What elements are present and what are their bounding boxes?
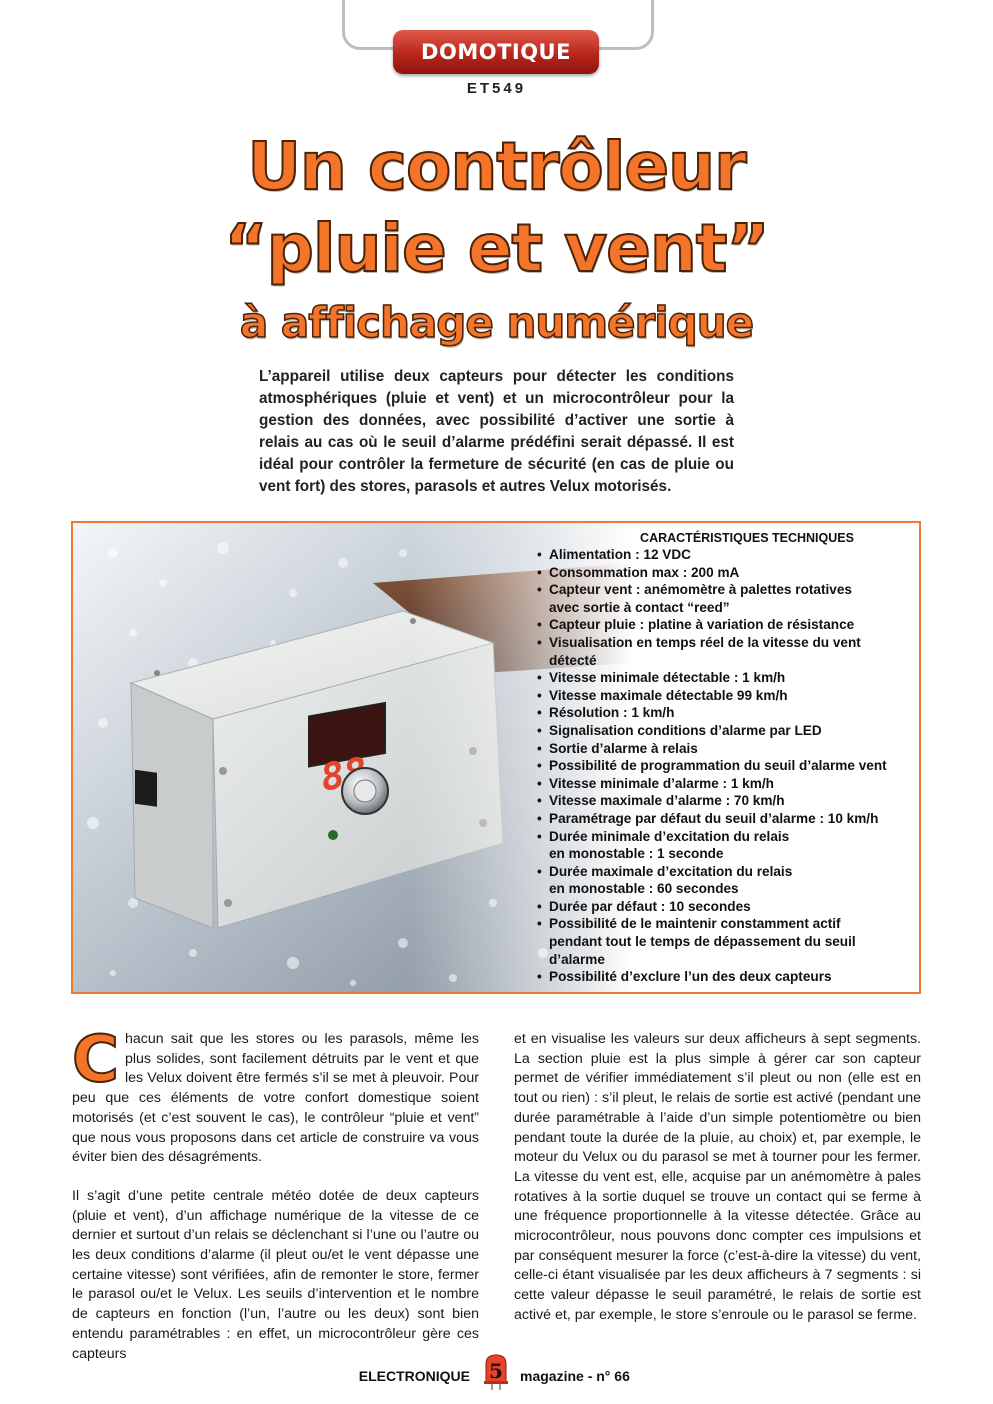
spec-item-text: Capteur pluie : platine à variation de résistance [549, 617, 855, 633]
spec-item [537, 616, 917, 634]
bullet-icon: • [537, 810, 542, 826]
bullet-icon: • [537, 740, 542, 756]
bullet-icon: • [537, 582, 542, 598]
rubric-label: DOMOTIQUE [421, 40, 571, 64]
spec-item-text: d’alarme [549, 951, 605, 967]
article-code: ET549 [466, 80, 527, 97]
spec-item [537, 863, 917, 898]
title-line-3: à affichage numérique [239, 298, 754, 347]
footer-magazine-left: ELECTRONIQUE [358, 1368, 470, 1384]
bullet-icon: • [537, 828, 542, 844]
spec-item-text: pendant tout le temps de dépassement du seuil [549, 934, 856, 950]
spec-item-text: Sortie d’alarme à relais [549, 740, 698, 756]
spec-item [537, 792, 917, 810]
spec-item-text: Consommation max : 200 mA [549, 564, 740, 580]
spec-item-text: avec sortie à contact “reed” [549, 599, 730, 615]
body-paragraph-3: et en visualise les valeurs sur deux afficheurs à sept segments. La section pluie est la plus simple à gérer car son capteur permet de vérifier immédiatement s’il pleut ou non (elle est en tout ou rien) : s’il pleut, le relais de sortie est activé (pendant une durée paramétrable à l’aide d’un simple potentiomètre ou bien pendant toute la durée de la pluie, au choix) et, par exemple, le moteur du Velux ou du parasol se met à tourner pour les fermer. La vitesse du vent est, elle, acquise par un anémomètre à pales rotatives à la sortie duquel se trouve un contact qui se ferme à une fréquence proportionnelle à la vitesse détectée. Grâce au microcontrôleur, nous pouvons donc compter ces impulsions et par conséquent mesurer la force (c’est-à-dire la vitesse) du vent, celle-ci étant visualisée par les deux afficheurs à 7 segments : si cette valeur dépasse le seuil paramétré, le relais de sortie est activé et, par exemple, le store s’enroule ou le parasol se ferme. [514, 1031, 921, 1323]
spec-item-text: Visualisation en temps réel de la vitesse du vent [549, 634, 861, 650]
spec-item [537, 775, 917, 793]
spec-item-text: Paramétrage par défaut du seuil d’alarme : 10 km/h [549, 810, 879, 826]
drop-cap: C [72, 1023, 119, 1097]
specs-box [71, 521, 921, 994]
title-line-2: “pluie et vent” [224, 210, 769, 287]
bullet-icon: • [537, 916, 542, 932]
body-paragraph-2: Il s’agit d’une petite centrale météo dotée de deux capteurs (pluie et vent), d’un affichage numérique de la vitesse de ce dernier et surtout d’un relais se déclenchant si l’une ou l’autre ou les deux conditions d’alarme (il pleut ou/et le vent dépasse une certaine vitesse) sont vérifiées, afin de remonter le store, fermer le parasol ou/et le Velux. Les seuils d’intervention et le nombre de capteurs en fonction (l’un, l’autre ou les deux) sont bien entendu paramétrables : en effet, un microcontrôleur gère ces capteurs [72, 1187, 479, 1362]
spec-item-text: Possibilité de programmation du seuil d’alarme vent [549, 758, 887, 774]
spec-item [537, 687, 917, 705]
spec-item [537, 810, 917, 828]
spec-item-text: Signalisation conditions d’alarme par LED [549, 722, 822, 738]
body-column-1 [72, 1023, 479, 1383]
specs-items [537, 546, 917, 986]
spec-item [537, 669, 917, 687]
bullet-icon: • [537, 617, 542, 633]
page-footer [0, 1359, 993, 1394]
specs-title: CARACTÉRISTIQUES TECHNIQUES [640, 531, 854, 545]
bullet-icon: • [537, 898, 542, 914]
title-line-1: Un contrôleur [247, 128, 746, 205]
spec-item-text: Possibilité d’exclure l’un des deux capteurs [549, 969, 832, 985]
bullet-icon: • [537, 705, 542, 721]
spec-item-text: Vitesse maximale détectable 99 km/h [549, 687, 788, 703]
spec-item-text: en monostable : 1 seconde [549, 846, 724, 862]
footer-magazine-right: magazine - n° 66 [520, 1368, 630, 1384]
bullet-icon: • [537, 863, 542, 879]
spec-item [537, 740, 917, 758]
body-column-2 [514, 1030, 921, 1345]
body-paragraph-1-text: hacun sait que les stores ou les parasols, même les plus solides, sont facilement détruits par le vent et que les Velux doivent être fermés s’il se met à pleuvoir. Pour peu que ces éléments de votre confort domestique soient motorisés (et c’est souvent le cas), le contrôleur “pluie et vent” que nous vous proposons dans cet article de construire va vous éviter bien des désagréments. [72, 1031, 479, 1166]
spec-item [537, 898, 917, 916]
bullet-icon: • [537, 722, 542, 738]
spec-item [537, 722, 917, 740]
spec-item-text: Résolution : 1 km/h [549, 705, 675, 721]
spec-item-text: Durée minimale d’excitation du relais [549, 828, 790, 844]
spec-item-text: Possibilité de le maintenir constamment actif [549, 916, 841, 932]
spec-item-text: Durée par défaut : 10 secondes [549, 898, 751, 914]
spec-item [537, 564, 917, 582]
spec-item [537, 915, 917, 968]
spec-item-text: Capteur vent : anémomètre à palettes rotatives [549, 582, 852, 598]
bullet-icon: • [537, 564, 542, 580]
spec-item [537, 581, 917, 616]
spec-item-text: Alimentation : 12 VDC [549, 547, 691, 562]
specs-list [537, 531, 917, 986]
spec-item [537, 968, 917, 986]
bullet-icon: • [537, 793, 542, 809]
spec-item-text: Vitesse minimale détectable : 1 km/h [549, 670, 786, 686]
rubric-badge [393, 30, 599, 74]
bullet-icon: • [537, 969, 542, 985]
spec-item [537, 634, 917, 669]
bullet-icon: • [537, 547, 542, 562]
bullet-icon: • [537, 687, 542, 703]
bullet-icon: • [537, 670, 542, 686]
lead-paragraph: L’appareil utilise deux capteurs pour détecter les conditions atmosphériques (pluie et vent) et un microcontrôleur pour la gestion des données, avec possibilité d’activer une sortie à relais au cas où le seuil d’alarme prédéfini serait dépassé. Il est idéal pour contrôler la fermeture de sécurité (en cas de pluie ou vent fort) des stores, parasols et autres Velux motorisés. [259, 368, 734, 495]
bullet-icon: • [537, 634, 542, 650]
spec-item [537, 704, 917, 722]
spec-item-text: Durée maximale d’excitation du relais [549, 863, 793, 879]
spec-item-text: en monostable : 60 secondes [549, 881, 739, 897]
spec-item-text: Vitesse maximale d’alarme : 70 km/h [549, 793, 785, 809]
spec-item [537, 828, 917, 863]
bullet-icon: • [537, 775, 542, 791]
spec-item [537, 757, 917, 775]
spec-item [537, 546, 917, 564]
body-paragraph-1 [72, 1023, 479, 1168]
spec-item-text: Vitesse minimale d’alarme : 1 km/h [549, 775, 774, 791]
page-number: 5 [489, 1359, 503, 1383]
bullet-icon: • [537, 758, 542, 774]
spec-item-text: détecté [549, 652, 597, 668]
